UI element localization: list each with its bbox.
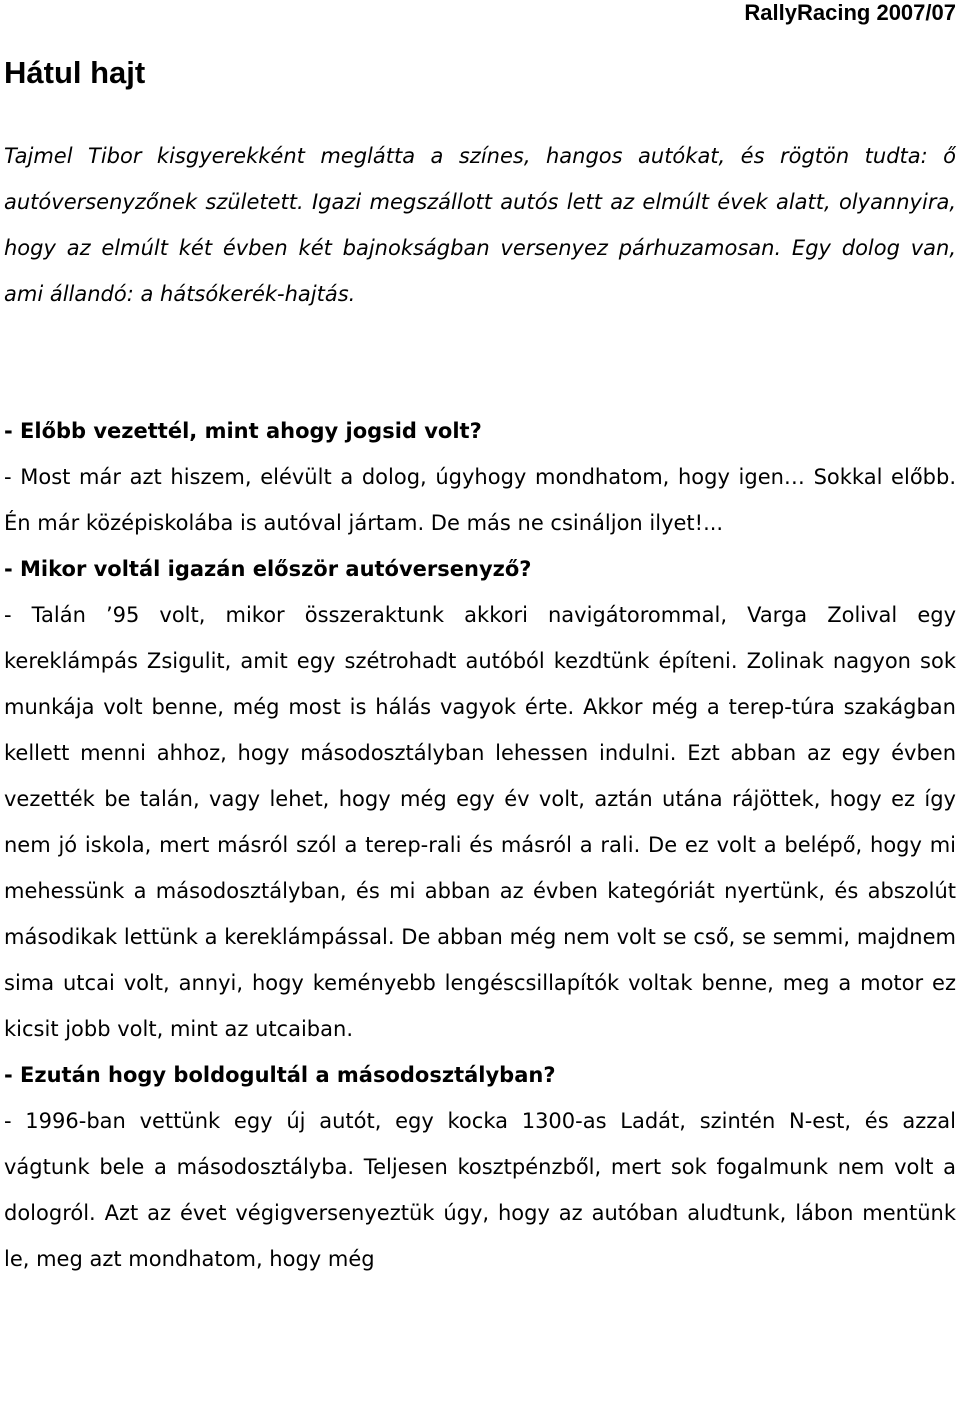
interview-answer: - Talán ’95 volt, mikor összeraktunk akkori navigátorommal, Varga Zolival egy kereklámpás Zsigulit, amit egy szétrohadt autóból kezdtünk építeni. Zolinak nagyon sok munkája volt benne, még most is hálás vagyok érte. Akkor még a terep-túra szakágban kellett menni ahhoz, hogy másodosztályban lehessen indulni. Ezt abban az egy évben vezették be talán, vagy lehet, hogy még egy év volt, aztán utána rájöttek, hogy ez így nem jó iskola, mert másról szól a terep-rali és másról a rali. De ez volt a belépő, hogy mi mehessünk a másodosztályban, és mi abban az évben kategóriát nyertünk, és abszolút másodikak lettünk a kereklámpással. De abban még nem volt se cső, se semmi, majdnem sima utcai volt, annyi, hogy keményebb lengéscsillapítók voltak benne, meg a motor ez kicsit jobb volt, mint az utcaiban. [4, 603, 956, 1041]
interview-question: - Ezután hogy boldogultál a másodosztályban? [4, 1063, 556, 1087]
interview-question: - Mikor voltál igazán először autóversenyző? [4, 557, 532, 581]
interview-answer: - 1996-ban vettünk egy új autót, egy kocka 1300-as Ladát, szintén N-est, és azzal vágtunk bele a másodosztályba. Teljesen kosztpénzből, mert sok fogalmunk nem volt a dologról. Azt az évet végigversenyeztük úgy, hogy az autóban aludtunk, lábon mentünk le, meg azt mondhatom, hogy még [4, 1109, 956, 1271]
running-header: RallyRacing 2007/07 [744, 0, 956, 25]
interview-answer: - Most már azt hiszem, elévült a dolog, úgyhogy mondhatom, hogy igen… Sokkal előbb. Én már középiskolába is autóval jártam. De más ne csináljon ilyet!... [4, 465, 956, 535]
article-title: Hátul hajt [4, 55, 146, 90]
article-lead: Tajmel Tibor kisgyerekként meglátta a színes, hangos autókat, és rögtön tudta: ő autóversenyzőnek született. Igazi megszállott autós lett az elmúlt évek alatt, olyannyira, hogy az elmúlt két évben két bajnokságban versenyez párhuzamosan. Egy dolog van, ami állandó: a hátsókerék-hajtás. [4, 144, 956, 306]
interview-question: - Előbb vezettél, mint ahogy jogsid volt? [4, 419, 482, 443]
interview-body [4, 408, 956, 1282]
